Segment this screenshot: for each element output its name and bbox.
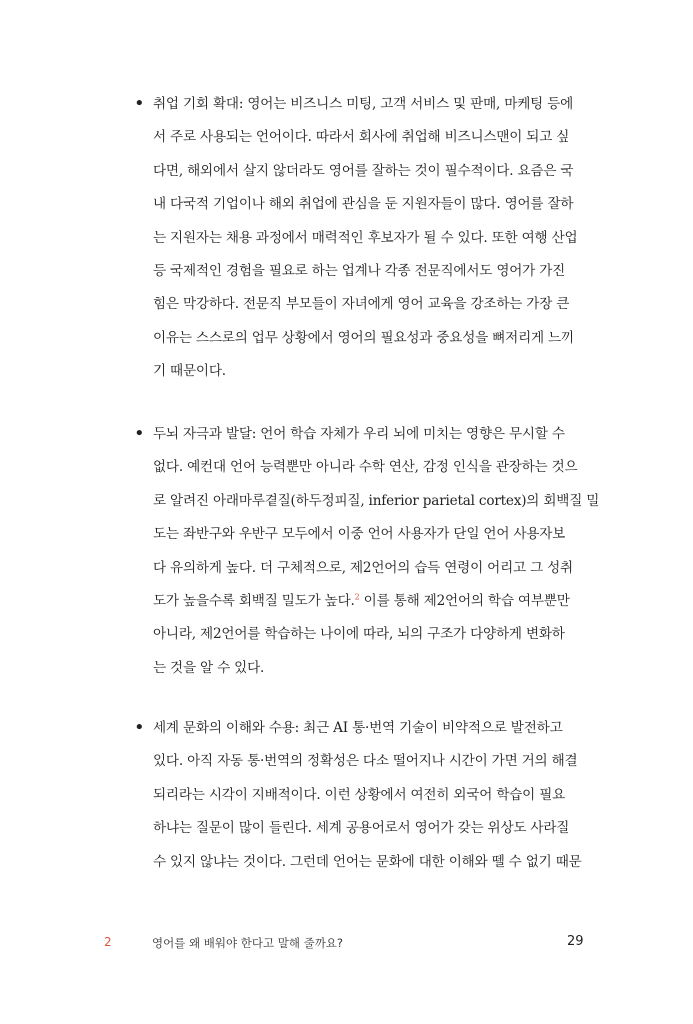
paragraph-line: 세계 문화의 이해와 수용: 최근 AI 통·번역 기술이 비약적으로 발전하고 (153, 720, 563, 736)
paragraph-line: 는 것을 알 수 있다. (153, 659, 265, 676)
paragraph-text: 도가 높을수록 회백질 밀도가 높다. (153, 593, 355, 609)
bullet-marker: • (134, 423, 145, 444)
paragraph-line: 있다. 아직 자동 통·번역의 정확성은 다소 떨어지나 시간이 가면 거의 해결 (153, 753, 578, 770)
paragraph-line: 힘은 막강하다. 전문직 부모들이 자녀에게 영어 교육을 강조하는 가장 큰 (153, 296, 570, 313)
paragraph-line: 이유는 스스로의 업무 상황에서 영어의 필요성과 중요성을 뼈저리게 느끼 (153, 329, 574, 346)
chapter-number: 2 (104, 935, 112, 949)
paragraph-line: 등 국제적인 경험을 필요로 하는 업계나 각종 전문직에서도 영어가 가진 (153, 263, 566, 279)
footnote-marker[interactable]: 2 (354, 592, 360, 602)
paragraph-line: 아니라, 제2언어를 학습하는 나이에 따라, 뇌의 구조가 다양하게 변화하 (153, 626, 565, 643)
paragraph-line: 되리라는 시각이 지배적이다. 이런 상황에서 여전히 외국어 학습이 필요 (153, 786, 566, 803)
paragraph-line: 기 때문이다. (153, 363, 226, 380)
bullet-marker: • (134, 717, 145, 738)
paragraph-line: 다면, 해외에서 살지 않더라도 영어를 잘하는 것이 필수적이다. 요즘은 국 (153, 162, 574, 179)
page-number: 29 (567, 934, 584, 949)
paragraph-line: 서 주로 사용되는 언어이다. 따라서 회사에 취업해 비즈니스맨이 되고 싶 (153, 129, 570, 146)
paragraph-line: 도는 좌반구와 우반구 모두에서 이중 언어 사용자가 단일 언어 사용자보 (153, 526, 566, 543)
chapter-title: 영어를 왜 배워야 한다고 말해 줄까요? (152, 936, 344, 950)
paragraph-line: 취업 기회 확대: 영어는 비즈니스 미팅, 고객 서비스 및 판매, 마케팅 등에 (153, 96, 574, 112)
paragraph-line: 두뇌 자극과 발달: 언어 학습 자체가 우리 뇌에 미치는 영향은 무시할 수 (153, 426, 565, 442)
paragraph-text: 이를 통해 제2언어의 학습 여부뿐만 (359, 593, 570, 609)
paragraph-line: 하냐는 질문이 많이 들린다. 세계 공용어로서 영어가 갖는 위상도 사라질 (153, 820, 570, 837)
paragraph-line: 로 알려진 아래마루곁질(하두정피질, inferior parietal cortex)의 회백질 밀 (153, 492, 600, 509)
paragraph-line: 다 유의하게 높다. 더 구체적으로, 제2언어의 습득 연령이 어리고 그 성취 (153, 559, 573, 576)
bullet-marker: • (134, 93, 145, 114)
paragraph-line: 수 있지 않냐는 것이다. 그런데 언어는 문화에 대한 이해와 뗄 수 없기 때문 (153, 853, 582, 870)
paragraph-line: 없다. 예컨대 언어 능력뿐만 아니라 수학 연산, 감정 인식을 관장하는 것으 (153, 459, 578, 476)
page-footer (0, 935, 693, 959)
paragraph-line: 는 지원자는 채용 과정에서 매력적인 후보자가 될 수 있다. 또한 여행 산업 (153, 229, 578, 246)
paragraph-line: 내 다국적 기업이나 해외 취업에 관심을 둔 지원자들이 많다. 영어를 잘하 (153, 196, 574, 213)
